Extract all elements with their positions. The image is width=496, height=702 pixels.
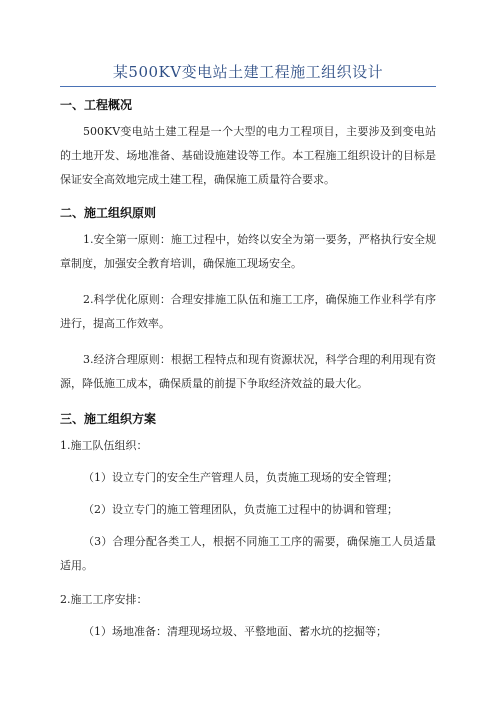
section-heading-principles: 二、施工组织原则 bbox=[60, 206, 157, 220]
paragraph-team-organization: 1.施工队伍组织： bbox=[60, 439, 148, 452]
paragraph-principle-1: 1.安全第一原则：施工过程中，始终以安全为第一要务，严格执行安全规章制度，加强安全教育培训，确保施工现场安全。 bbox=[60, 233, 436, 270]
paragraph-principle-2: 2.科学优化原则：合理安排施工队伍和施工工序，确保施工作业科学有序进行，提高工作效率。 bbox=[60, 293, 436, 330]
section-heading-overview: 一、工程概况 bbox=[60, 98, 133, 112]
paragraph-overview: 500KV变电站土建工程是一个大型的电力工程项目，主要涉及到变电站的土地开发、场地准备、基础设施建设等工作。本工程施工组织设计的目标是保证安全高效地完成土建工程，确保施工质量符合要求。 bbox=[60, 125, 436, 186]
section-heading-plan: 三、施工组织方案 bbox=[60, 412, 157, 426]
list-item-management-team: （2）设立专门的施工管理团队，负责施工过程中的协调和管理； bbox=[83, 503, 398, 516]
list-item-site-preparation: （1）场地准备：清理现场垃圾、平整地面、蓄水坑的挖掘等； bbox=[83, 625, 387, 638]
list-item-worker-allocation: （3）合理分配各类工人，根据不同施工工序的需要，确保施工人员适量适用。 bbox=[60, 535, 436, 572]
title-divider bbox=[60, 86, 436, 87]
paragraph-principle-3: 3.经济合理原则：根据工程特点和现有资源状况，科学合理的利用现有资源，降低施工成本，确保质量的前提下争取经济效益的最大化。 bbox=[60, 353, 436, 390]
list-item-safety-staff: （1）设立专门的安全生产管理人员，负责施工现场的安全管理； bbox=[83, 471, 398, 484]
paragraph-process-arrangement: 2.施工工序安排： bbox=[60, 593, 148, 606]
document-title: 某500KV变电站土建工程施工组织设计 bbox=[112, 63, 384, 81]
